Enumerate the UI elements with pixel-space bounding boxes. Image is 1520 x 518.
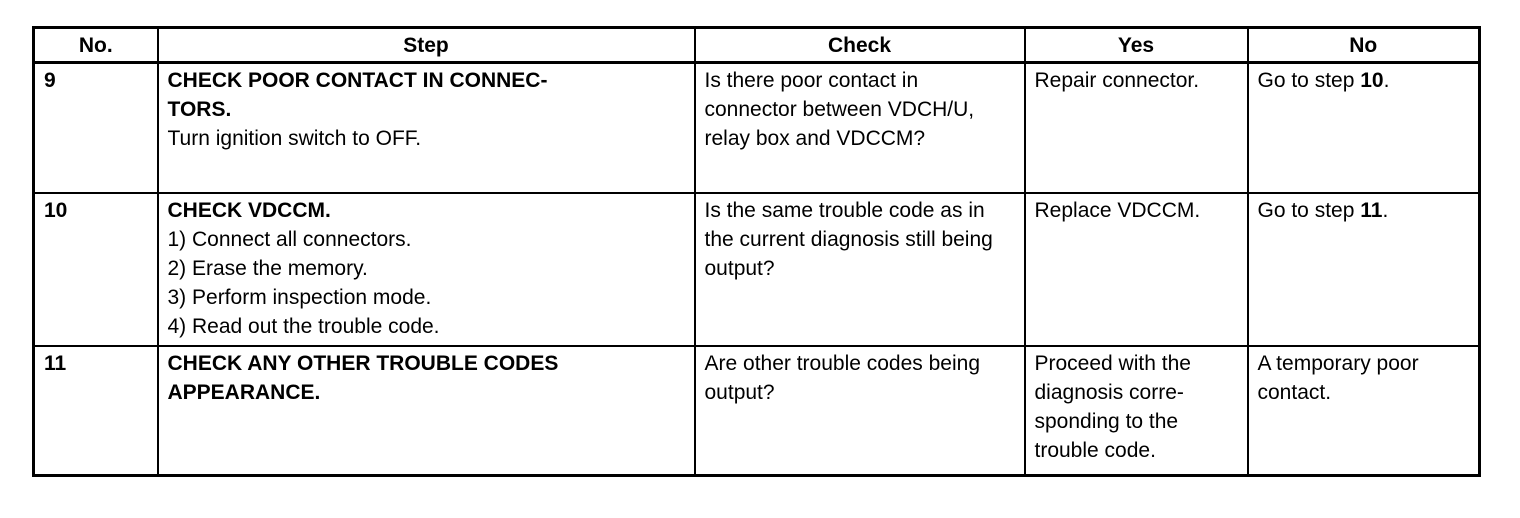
header-step: Step — [158, 28, 695, 63]
header-yes: Yes — [1025, 28, 1248, 63]
check-cell: Is the same trouble code as in the current diagnosis still being output? — [695, 193, 1025, 346]
header-check: Check — [695, 28, 1025, 63]
table-header-row — [34, 28, 1480, 63]
step-title-continued: APPEARANCE. — [167, 381, 321, 404]
diagnosis-table — [32, 26, 1481, 477]
step-title-continued: TORS. — [167, 98, 232, 121]
table-row — [34, 193, 1480, 346]
step-cell — [158, 63, 695, 194]
no-text: Go to step — [1257, 199, 1361, 222]
no-cell: A temporary poor contact. — [1248, 346, 1480, 476]
check-cell: Is there poor contact in connector between VDCH/U, relay box and VDCCM? — [695, 63, 1025, 194]
step-instruction: 3) Perform inspection mode. — [167, 286, 432, 309]
next-step-number: 11 — [1360, 199, 1383, 222]
step-number: 9 — [34, 63, 158, 194]
yes-cell: Replace VDCCM. — [1025, 193, 1248, 346]
no-text: Go to step — [1257, 69, 1361, 92]
next-step-number: 10 — [1360, 69, 1384, 92]
header-no: No. — [34, 28, 158, 63]
step-instruction: Turn ignition switch to OFF. — [167, 127, 422, 150]
step-title: CHECK ANY OTHER TROUBLE CODES — [167, 352, 559, 375]
step-instruction: 4) Read out the trouble code. — [167, 315, 440, 338]
table-row — [34, 63, 1480, 194]
step-title: CHECK VDCCM. — [167, 199, 331, 222]
check-cell: Are other trouble codes being output? — [695, 346, 1025, 476]
no-text-suffix: . — [1383, 69, 1390, 92]
no-text-suffix: . — [1382, 199, 1389, 222]
step-title: CHECK POOR CONTACT IN CONNEC- — [167, 69, 548, 92]
step-number: 10 — [34, 193, 158, 346]
no-cell — [1248, 193, 1480, 346]
step-cell — [158, 346, 695, 476]
yes-cell: Repair connector. — [1025, 63, 1248, 194]
yes-cell: Proceed with the diagnosis corre-sponding to the trouble code. — [1025, 346, 1248, 476]
step-instruction: 1) Connect all connectors. — [167, 228, 412, 251]
step-instruction: 2) Erase the memory. — [167, 257, 368, 280]
no-cell — [1248, 63, 1480, 194]
step-cell — [158, 193, 695, 346]
step-number: 11 — [34, 346, 158, 476]
header-no-result: No — [1248, 28, 1480, 63]
table-row — [34, 346, 1480, 476]
